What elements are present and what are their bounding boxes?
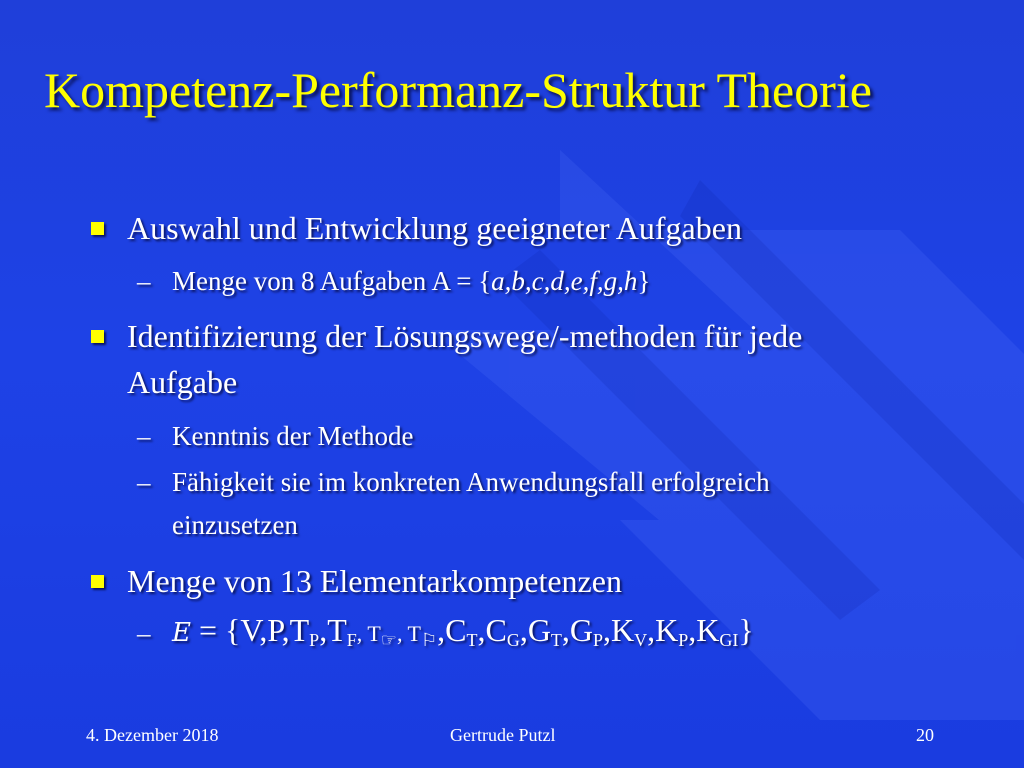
formula-subscript: P <box>593 630 604 650</box>
sub-bullet-text-italic: a,b,c,d,e,f,g,h <box>491 266 638 296</box>
dash-icon: – <box>137 421 151 451</box>
dash-icon: – <box>137 467 151 497</box>
formula-subscript: G <box>506 630 520 650</box>
dash-icon: – <box>137 266 151 296</box>
formula-part: ,K <box>603 612 635 648</box>
bullet-square-icon <box>91 575 104 588</box>
formula-part: ,T <box>319 612 347 648</box>
sub-bullet-text-end: } <box>637 266 651 296</box>
sub-bullet-text-line1: Fähigkeit sie im konkreten Anwendungsfall erfolgreich <box>172 467 770 497</box>
flag-icon: ⚐ <box>420 630 438 650</box>
bullet-square-icon <box>91 330 104 343</box>
formula-part: ,G <box>519 612 551 648</box>
formula-part: ,K <box>688 612 720 648</box>
formula-subscript: P <box>309 630 320 650</box>
bullet-text: Auswahl und Entwicklung geeigneter Aufgaben <box>127 210 742 246</box>
formula-part: , T <box>396 621 421 646</box>
footer-author: Gertrude Putzl <box>450 725 556 745</box>
formula-part: ,C <box>437 612 467 648</box>
formula-part: ,K <box>647 612 679 648</box>
footer-date: 4. Dezember 2018 <box>86 725 219 745</box>
formula-part: , T <box>356 621 381 646</box>
formula-subscript: T <box>466 630 478 650</box>
bullet-text-line1: Identifizierung der Lösungswege/-methoden für jede <box>127 318 803 354</box>
formula-subscript: P <box>678 630 689 650</box>
dash-icon: – <box>137 618 151 648</box>
formula-part: ,C <box>477 612 507 648</box>
script-e-symbol: E <box>172 618 191 648</box>
bullet-text: Menge von 13 Elementarkompetenzen <box>127 563 622 599</box>
pointing-hand-icon: ☞ <box>380 630 397 650</box>
formula-part: ,G <box>561 612 594 648</box>
sub-bullet-text-line2: einzusetzen <box>172 510 298 540</box>
sub-bullet-text <box>172 265 650 298</box>
bullet-text-line2: Aufgabe <box>127 364 238 400</box>
formula-part: } <box>738 612 754 648</box>
formula-subscript: V <box>634 630 648 650</box>
sub-bullet-text-plain: Menge von 8 Aufgaben A = { <box>172 266 492 296</box>
competence-formula <box>172 612 754 658</box>
formula-part: = {V,P,T <box>190 612 310 648</box>
formula-subscript: GI <box>719 630 739 650</box>
slide-title: Kompetenz-Performanz-Struktur Theorie <box>44 62 872 118</box>
formula-subscript: F <box>346 630 357 650</box>
footer-page-number: 20 <box>916 725 934 745</box>
formula-subscript: T <box>550 630 562 650</box>
sub-bullet-text: Kenntnis der Methode <box>172 421 414 451</box>
bullet-square-icon <box>91 222 104 235</box>
